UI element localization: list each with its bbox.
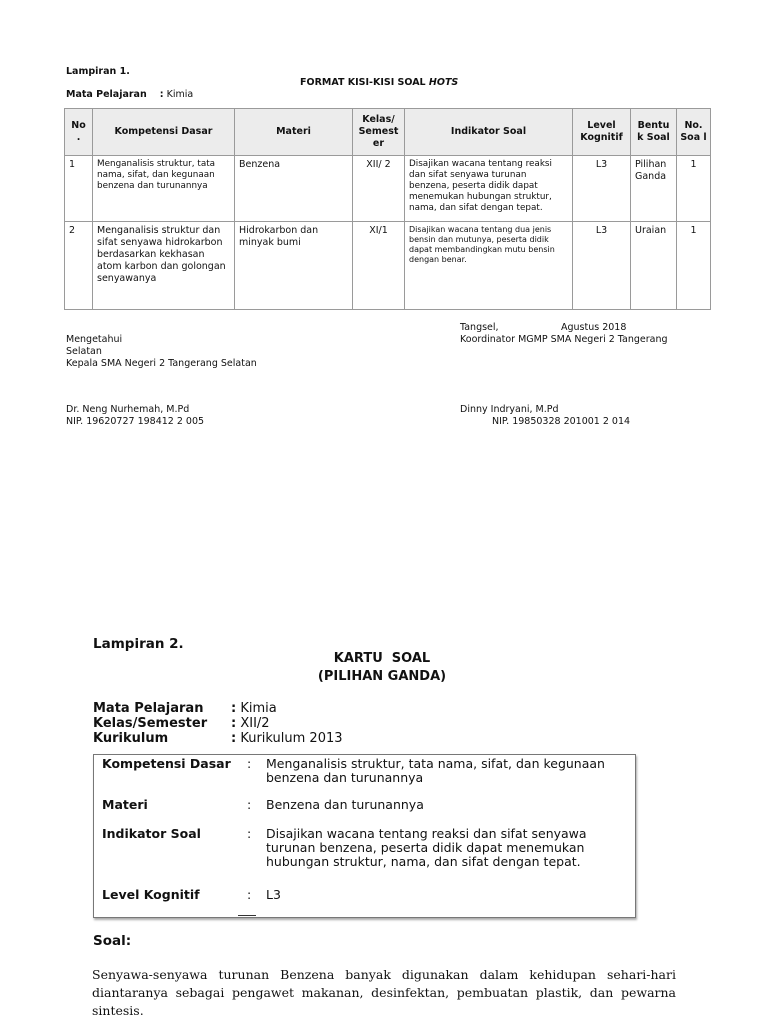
card-subtitle: (PILIHAN GANDA)	[317, 669, 447, 684]
ident-kurikulum: Kurikulum : Kurikulum 2013	[93, 731, 343, 746]
cell-level: L3	[573, 156, 631, 222]
card-materi-colon: :	[247, 797, 252, 812]
card-indikator-value: Disajikan wacana tentang reaksi dan sifat senyawa turunan benzena, peserta didik dapat menemukan hubungan struktur, nama, dan sifat dengan tepat.	[266, 826, 587, 869]
card-indikator-colon: :	[247, 826, 252, 841]
cell-kelas: XI/1	[353, 222, 405, 310]
ident-kelas-semester: Kelas/Semester : XII/2	[93, 716, 270, 731]
header-kelas-semester: Kelas/ Semest er	[353, 109, 405, 156]
cell-bentuk: Uraian	[631, 222, 677, 310]
mapel-label: Mata Pelajaran	[66, 89, 147, 100]
cell-no-soal: 1	[677, 156, 711, 222]
table-row	[65, 156, 711, 222]
kepala-title: Kepala SMA Negeri 2 Tangerang Selatan	[66, 358, 257, 369]
kartu-soal-box	[93, 754, 636, 918]
soal-heading: Soal:	[93, 933, 132, 949]
header-no: No .	[65, 109, 93, 156]
card-kd-label: Kompetensi Dasar	[102, 756, 231, 771]
card-row-kompetensi-dasar	[102, 757, 627, 789]
cell-kompetensi-dasar: Menganalisis struktur dan sifat senyawa hidrokarbon berdasarkan kekhasan atom karbon dan golongan senyawanya	[93, 222, 235, 310]
card-title: KARTU SOAL	[333, 651, 431, 666]
card-level-label: Level Kognitif	[102, 887, 200, 902]
header-materi: Materi	[235, 109, 353, 156]
cell-indikator: Disajikan wacana tentang dua jenis bensin dan mutunya, peserta didik dapat membandingkan mutu bensin dengan benar.	[405, 222, 573, 310]
cell-materi: Hidrokarbon dan minyak bumi	[235, 222, 353, 310]
lampiran1-heading: Lampiran 1.	[66, 66, 130, 77]
card-level-value: L3	[266, 887, 281, 902]
header-bentuk-soal: Bentu k Soal	[631, 109, 677, 156]
right-signer-nip: NIP. 19850328 201001 2 014	[492, 416, 631, 427]
card-kd-colon: :	[247, 756, 252, 771]
cell-bentuk: Pilihan Ganda	[631, 156, 677, 222]
cell-indikator: Disajikan wacana tentang reaksi dan sifat senyawa turunan benzena, peserta didik dapat menemukan hubungan struktur, nama, dan sifat dengan tepat.	[405, 156, 573, 222]
table-header-row	[65, 109, 711, 156]
kisi-title-emphasis: HOTS	[428, 77, 459, 88]
month-year: Agustus 2018	[561, 322, 627, 333]
header-indikator-soal: Indikator Soal	[405, 109, 573, 156]
cell-kelas: XII/ 2	[353, 156, 405, 222]
header-kompetensi-dasar: Kompetensi Dasar	[93, 109, 235, 156]
cell-no: 2	[65, 222, 93, 310]
mapel-value: Kimia	[166, 89, 194, 100]
card-materi-value: Benzena dan turunannya	[266, 797, 424, 812]
left-signer-name: Dr. Neng Nurhemah, M.Pd	[66, 404, 190, 415]
mengetahui-label: Mengetahui	[66, 334, 123, 345]
coordinator-title: Koordinator MGMP SMA Negeri 2 Tangerang	[460, 334, 668, 345]
small-divider	[238, 915, 256, 916]
cell-kompetensi-dasar: Menganalisis struktur, tata nama, sifat, dan kegunaan benzena dan turunannya	[93, 156, 235, 222]
card-kd-value: Menganalisis struktur, tata nama, sifat, dan kegunaan benzena dan turunannya	[266, 756, 605, 785]
soal-paragraph: Senyawa-senyawa turunan Benzena banyak digunakan dalam kehidupan sehari-hari diantaranya sebagai pengawet makanan, desinfektan, pembuatan plastik, dan pewarna sintesis.	[92, 967, 676, 1018]
lampiran2-heading: Lampiran 2.	[93, 636, 184, 652]
header-no-soal: No. Soa l	[677, 109, 711, 156]
right-signer-name: Dinny Indryani, M.Pd	[460, 404, 559, 415]
cell-materi: Benzena	[235, 156, 353, 222]
kisi-title: FORMAT KISI-KISI SOAL HOTS	[300, 77, 459, 88]
left-signer-nip: NIP. 19620727 198412 2 005	[66, 416, 205, 427]
mapel-line	[66, 89, 193, 101]
card-indikator-label: Indikator Soal	[102, 826, 201, 841]
cell-level: L3	[573, 222, 631, 310]
identity-block	[93, 701, 343, 746]
kisi-table	[64, 108, 711, 310]
card-level-colon: :	[247, 887, 252, 902]
place-date: Tangsel,	[460, 322, 499, 333]
cell-no-soal: 1	[677, 222, 711, 310]
table-row	[65, 222, 711, 310]
card-materi-label: Materi	[102, 797, 148, 812]
cell-no: 1	[65, 156, 93, 222]
ident-mata-pelajaran: Mata Pelajaran : Kimia	[93, 701, 277, 716]
header-level-kognitif: Level Kognitif	[573, 109, 631, 156]
selatan-label: Selatan	[66, 346, 102, 357]
mapel-sep: :	[159, 89, 164, 100]
